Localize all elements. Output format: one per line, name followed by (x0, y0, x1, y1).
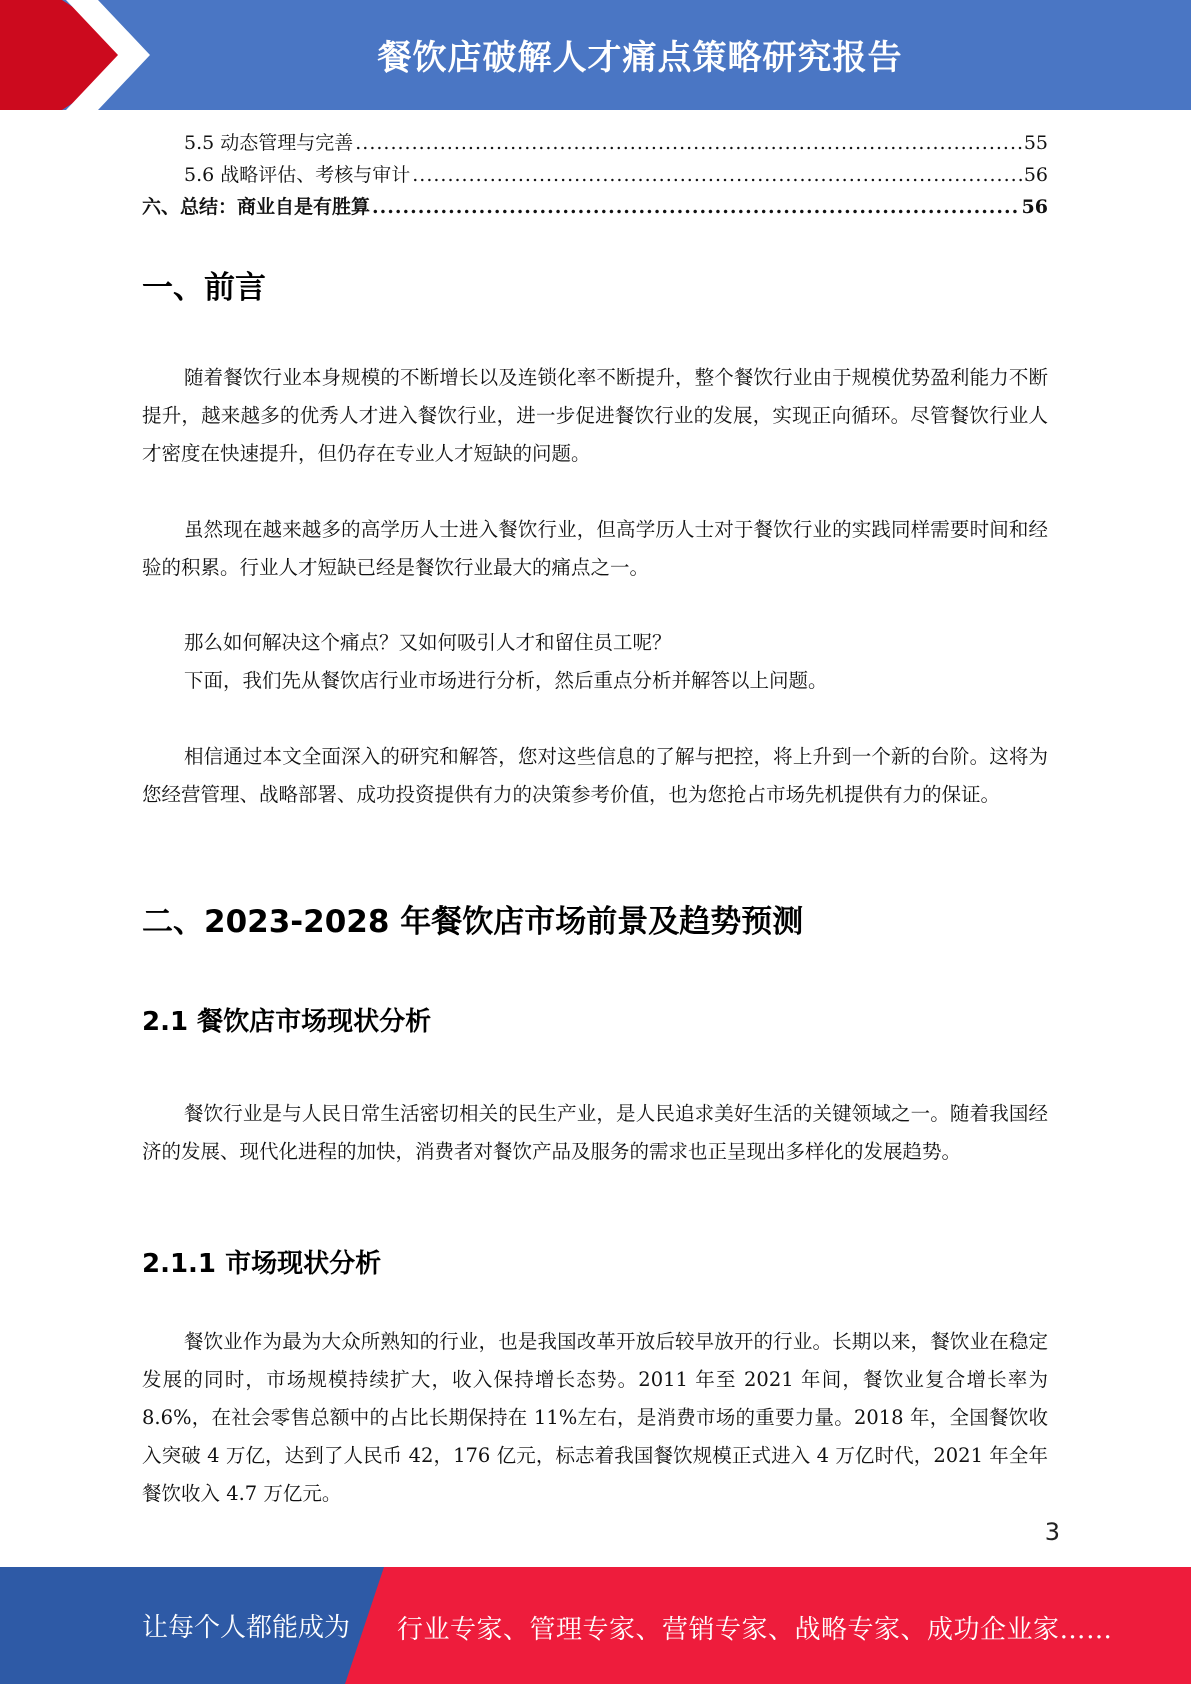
document-title: 餐饮店破解人才痛点策略研究报告 (377, 38, 903, 78)
toc-entry[interactable] (142, 160, 1048, 192)
subsection-heading: 2.1 餐饮店市场现状分析 (142, 1007, 432, 1037)
body-paragraph: 相信通过本文全面深入的研究和解答，您对这些信息的了解与把控，将上升到一个新的台阶。这将为您经营管理、战略部署、成功投资提供有力的决策参考价值，也为您抢占市场先机提供有力的保证。 (142, 745, 1048, 806)
toc-entry-page: 56 (1021, 196, 1048, 218)
subsection-heading: 2.1.1 市场现状分析 (142, 1249, 382, 1279)
toc-entry-page: 56 (1023, 164, 1048, 186)
body-paragraph: 随着餐饮行业本身规模的不断增长以及连锁化率不断提升，整个餐饮行业由于规模优势盈利能力不断提升，越来越多的优秀人才进入餐饮行业，进一步促进餐饮行业的发展，实现正向循环。尽管餐饮行业人才密度在快速提升，但仍存在专业人才短缺的问题。 (142, 366, 1048, 465)
header-banner (0, 0, 1191, 110)
section-heading-preface: 一、前言 (142, 270, 266, 306)
toc-leader-dots (372, 196, 1020, 218)
footer-slogan-roles: 行业专家、管理专家、营销专家、战略专家、成功企业家…… (397, 1615, 1113, 1645)
body-paragraph: 虽然现在越来越多的高学历人士进入餐饮行业，但高学历人士对于餐饮行业的实践同样需要时间和经验的积累。行业人才短缺已经是餐饮行业最大的痛点之一。 (142, 518, 1048, 579)
toc-leader-dots (355, 132, 1022, 154)
toc-leader-dots (412, 164, 1022, 186)
toc-entry-label: 5.5 动态管理与完善 (184, 132, 354, 154)
toc-entry-label: 5.6 战略评估、考核与审计 (184, 164, 411, 186)
footer-slogan-lead: 让每个人都能成为 (142, 1613, 351, 1643)
toc-entry-label: 六、总结：商业自是有胜算 (142, 196, 371, 218)
body-paragraph: 那么如何解决这个痛点？又如何吸引人才和留住员工呢？ (184, 631, 672, 654)
section-heading-market-forecast: 二、2023-2028 年餐饮店市场前景及趋势预测 (142, 904, 804, 940)
toc-entry[interactable] (142, 128, 1048, 160)
body-paragraph: 下面，我们先从餐饮店行业市场进行分析，然后重点分析并解答以上问题。 (184, 669, 828, 692)
body-paragraph: 餐饮行业是与人民日常生活密切相关的民生产业，是人民追求美好生活的关键领域之一。随着我国经济的发展、现代化进程的加快，消费者对餐饮产品及服务的需求也正呈现出多样化的发展趋势。 (142, 1102, 1048, 1163)
toc-entry[interactable] (142, 192, 1048, 224)
footer-banner (0, 1567, 1191, 1684)
body-paragraph: 餐饮业作为最为大众所熟知的行业，也是我国改革开放后较早放开的行业。长期以来，餐饮业在稳定发展的同时，市场规模持续扩大，收入保持增长态势。2011 年至 2021 年间，餐饮业复合增长率为 8.6%，在社会零售总额中的占比长期保持在 11%左右，是消费市场的重要力量。2018 年，全国餐饮收入突破 4 万亿，达到了人民币 42，176 亿元，标志着我国餐饮规模正式进入 4 万亿时代，2021 年全年餐饮收入 4.7 万亿元。 (142, 1330, 1048, 1505)
toc-entry-page: 55 (1023, 132, 1048, 154)
page-number: 3 (1044, 1518, 1060, 1546)
table-of-contents (142, 128, 1048, 224)
